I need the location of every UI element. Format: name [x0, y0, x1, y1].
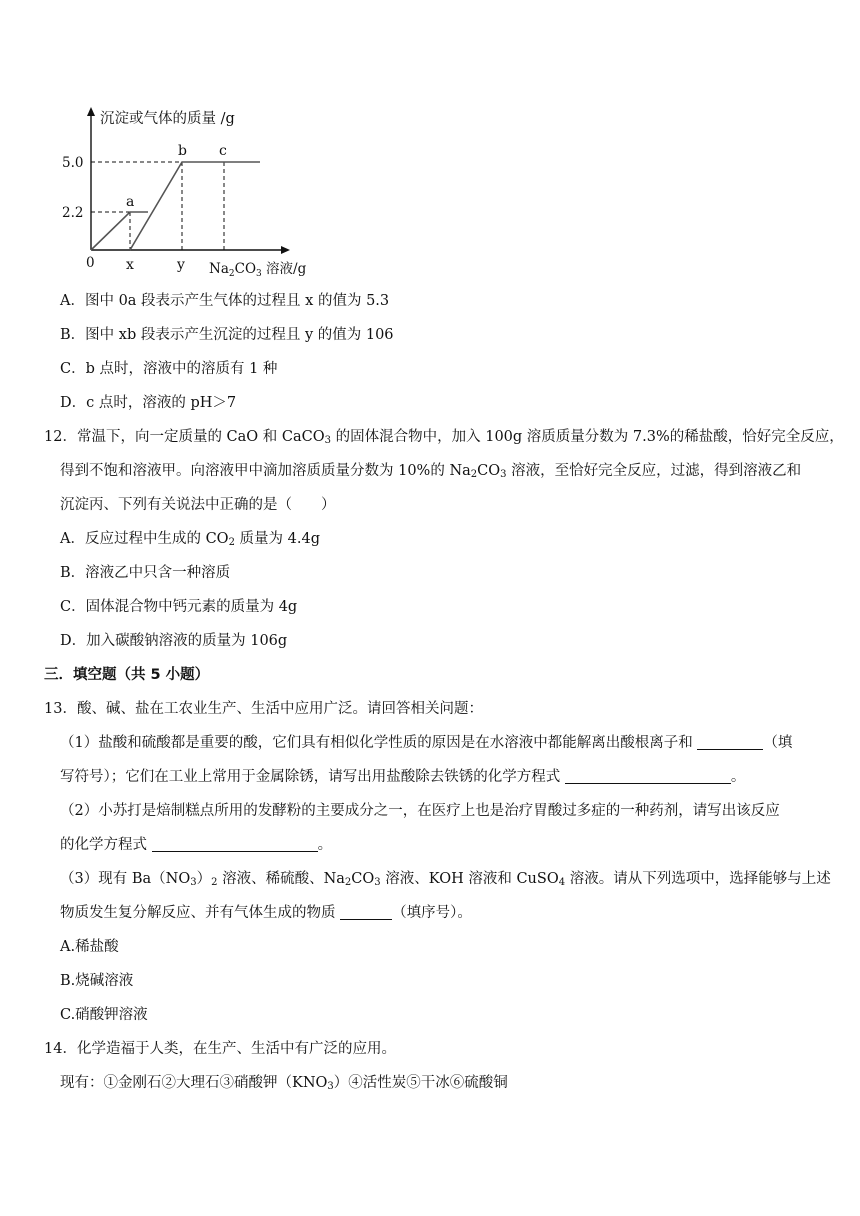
x-tick-0: 0	[86, 255, 95, 271]
q13-stem: 13．酸、碱、盐在工农业生产、生活中应用广泛。请回答相关问题：	[44, 701, 483, 717]
point-label-b: b	[178, 143, 187, 159]
x-axis-arrow	[281, 246, 290, 254]
q13-part1-line2: 写符号）；它们在工业上常用于金属除锈，请写出用盐酸除去铁锈的化学方程式 。	[60, 769, 746, 785]
q12-option-d: D．加入碳酸钠溶液的质量为 106g	[60, 633, 288, 649]
precipitate-line	[130, 162, 260, 250]
point-label-a: a	[126, 194, 135, 210]
q12-option-c: C．固体混合物中钙元素的质量为 4g	[60, 599, 298, 615]
q13-part2-line1: （2）小苏打是焙制糕点所用的发酵粉的主要成分之一，在医疗上也是治疗胃酸过多症的一种药剂，请写出该反应	[60, 803, 780, 819]
q13-option-a: A.稀盐酸	[60, 939, 119, 955]
q14-stem: 14．化学造福于人类，在生产、生活中有广泛的应用。	[44, 1041, 396, 1057]
q13-part3-line2: 物质发生复分解反应、并有气体生成的物质 （填序号）。	[60, 905, 472, 921]
q13-option-c: C.硝酸钾溶液	[60, 1007, 148, 1023]
x-axis-label: $Na_2CO_3$ 溶液/g	[209, 261, 307, 279]
point-label-c: c	[219, 143, 227, 159]
q11-option-b: B．图中 xb 段表示产生沉淀的过程且 y 的值为 106	[60, 327, 394, 343]
q11-option-d: D．c 点时，溶液的 pH＞7	[60, 395, 237, 411]
x-tick-x: x	[126, 257, 134, 273]
answer-blank-2[interactable]	[565, 768, 731, 784]
q13-part3-line1: （3）现有 $Ba(NO_3)_2$ 溶液、稀硫酸、$Na_2CO_3$ 溶液、KOH 溶液和 CuSO$_4$ 溶液。请从下列选项中，选择能够与上述	[60, 871, 831, 888]
q13-part2-line2: 的化学方程式 。	[60, 837, 333, 853]
q14-substance-list: 现有：①金刚石②大理石③硝酸钾$(KNO_3)④$活性炭⑤干冰⑥硫酸铜	[60, 1075, 508, 1092]
q12-stem-line3: 沉淀丙、下列有关说法中正确的是（ ）	[60, 497, 336, 513]
answer-blank-3[interactable]	[152, 836, 318, 852]
q11-option-c: C．b 点时，溶液中的溶质有 1 种	[60, 361, 278, 377]
answer-blank-1[interactable]	[697, 734, 763, 750]
q11-option-a: A．图中 0a 段表示产生气体的过程且 x 的值为 5.3	[60, 293, 390, 309]
y-axis-label: 沉淀或气体的质量 /g	[100, 111, 235, 127]
y-tick-2-2: 2.2	[62, 205, 84, 221]
q12-stem-line2: 得到不饱和溶液甲。向溶液甲中滴加溶质质量分数为 10%的 $Na_2CO_3$ 溶液，至恰好完全反应，过滤，得到溶液乙和	[60, 463, 802, 480]
y-tick-5-0: 5.0	[62, 155, 84, 171]
y-axis-arrow	[87, 107, 95, 116]
q13-option-b: B.烧碱溶液	[60, 973, 134, 989]
gas-line	[91, 212, 148, 250]
mass-graph	[60, 105, 320, 280]
q13-part1-line1: （1）盐酸和硫酸都是重要的酸，它们具有相似化学性质的原因是在水溶液中都能解离出酸根离子和 （填	[60, 735, 793, 751]
section-heading: 三．填空题（共 5 小题）	[44, 667, 210, 683]
q12-option-b: B．溶液乙中只含一种溶质	[60, 565, 231, 581]
q12-stem-line1: 12．常温下，向一定质量的 CaO 和 CaCO$_3$ 的固体混合物中，加入 100g 溶质质量分数为 7.3%的稀盐酸，恰好完全反应，	[44, 429, 844, 446]
q12-option-a: A．反应过程中生成的 $CO_2$ 质量为 4.4g	[60, 531, 320, 548]
x-tick-y: y	[177, 257, 185, 273]
answer-blank-4[interactable]	[340, 904, 392, 920]
